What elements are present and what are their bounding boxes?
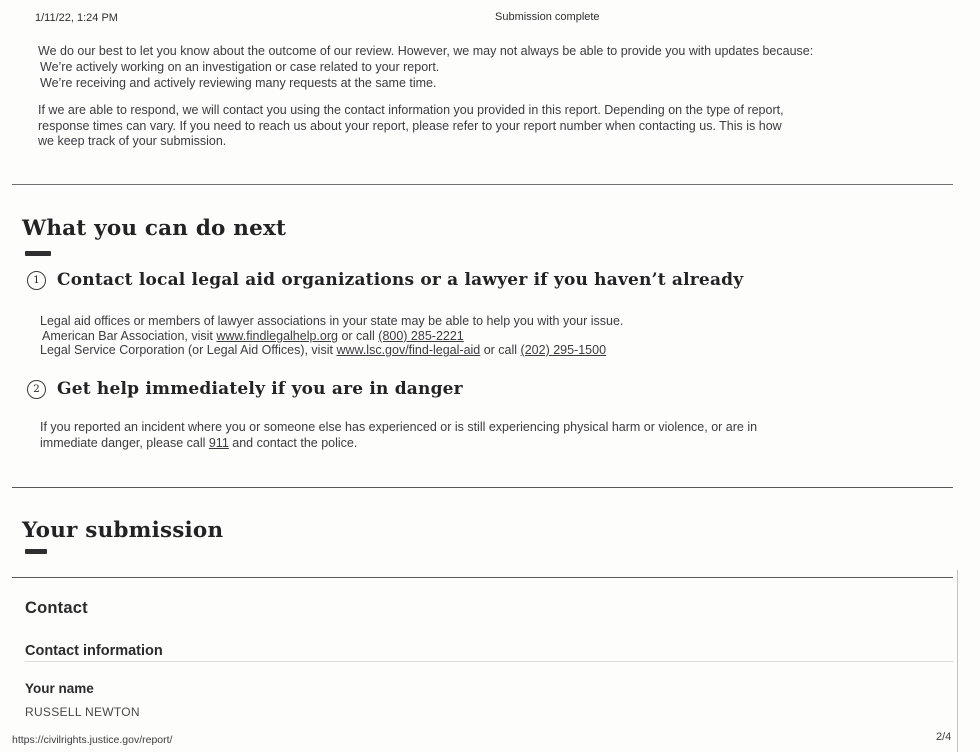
heading-underline-bar xyxy=(25,251,51,256)
print-footer-page-number: 2/4 xyxy=(936,731,952,743)
print-header-datetime: 1/11/22, 1:24 PM xyxy=(35,12,118,24)
lsc-find-legal-aid-link[interactable]: www.lsc.gov/find-legal-aid xyxy=(336,343,481,357)
intro-paragraph: We do our best to let you know about the outcome of our review. However, we may not always be able to provide you with updates because: xyxy=(38,44,814,58)
step-1-header xyxy=(27,270,743,290)
next-steps-heading: What you can do next xyxy=(22,216,287,241)
scan-edge-artifact xyxy=(957,570,958,752)
findlegalhelp-link[interactable]: www.findlegalhelp.org xyxy=(216,329,338,343)
section-divider xyxy=(12,184,953,185)
your-name-label: Your name xyxy=(25,681,94,696)
your-name-value: RUSSELL NEWTON xyxy=(25,705,140,719)
aba-text: American Bar Association, visit xyxy=(42,329,217,343)
contact-information-rule xyxy=(25,661,953,662)
step-1-lsc-line xyxy=(40,343,920,359)
your-submission-heading: Your submission xyxy=(22,518,224,543)
step-2-number-badge: 2 xyxy=(27,380,46,399)
aba-phone-link[interactable]: (800) 285-2221 xyxy=(378,329,464,343)
step-1-title: Contact local legal aid organizations or a lawyer if you haven’t already xyxy=(57,270,744,290)
danger-text: If you reported an incident where you or someone else has experienced or is still experiencing physical harm or violence, or are in immediate danger, please call xyxy=(40,420,758,450)
lsc-phone-link[interactable]: (202) 295-1500 xyxy=(520,343,607,357)
step-2-header xyxy=(27,379,463,399)
heading-underline-bar xyxy=(25,549,47,554)
section-divider xyxy=(12,577,953,578)
intro-reason-1: We’re actively working on an investigation or case related to your report. xyxy=(40,60,440,74)
step-2-title: Get help immediately if you are in danger xyxy=(57,379,463,399)
lsc-text: Legal Service Corporation (or Legal Aid Offices), visit xyxy=(40,343,337,357)
step-1-description: Legal aid offices or members of lawyer associations in your state may be able to help you with your issue. xyxy=(40,314,624,328)
section-divider xyxy=(12,487,953,488)
danger-text-end: and contact the police. xyxy=(228,435,358,450)
contact-section-heading: Contact xyxy=(25,599,88,617)
print-footer-url: https://civilrights.justice.gov/report/ xyxy=(12,734,173,746)
step-2-description xyxy=(40,420,772,451)
intro-reason-2: We’re receiving and actively reviewing many requests at the same time. xyxy=(40,76,437,90)
call-911-link[interactable]: 911 xyxy=(208,435,229,450)
or-call-text: or call xyxy=(337,329,379,343)
intro-response-paragraph: If we are able to respond, we will contact you using the contact information you provided in this report. Depending on the type of report, response times can vary. If you need to reach us about your report, please refer to your report number when contacting us. This is how we keep track of your submission. xyxy=(38,103,784,149)
or-call-text-2: or call xyxy=(480,343,521,357)
step-1-number-badge: 1 xyxy=(27,271,46,290)
contact-information-heading: Contact information xyxy=(25,643,163,659)
print-header-title: Submission complete xyxy=(495,11,600,23)
